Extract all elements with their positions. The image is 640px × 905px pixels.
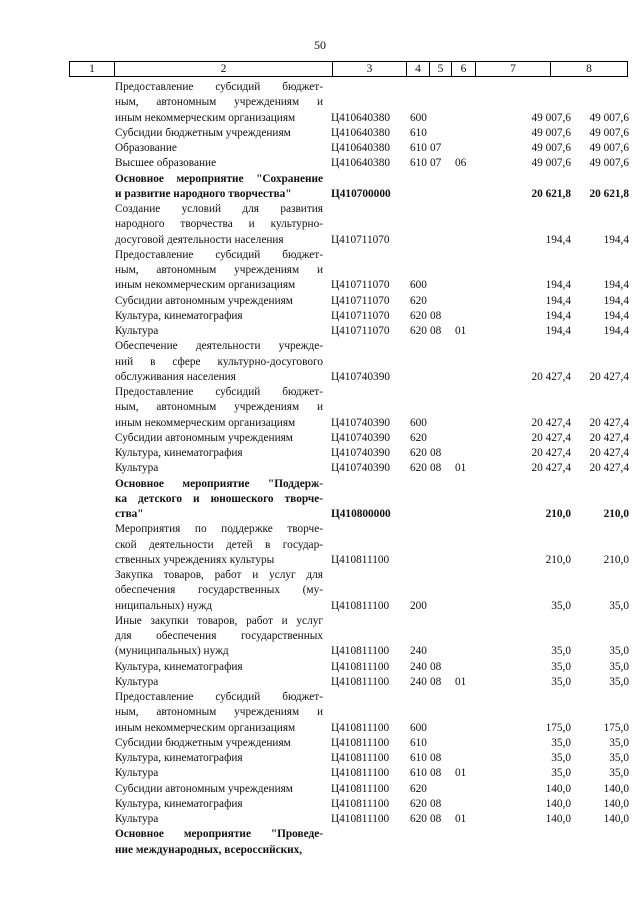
row-value-2025: 194,4 — [603, 279, 629, 292]
row-code: Ц410811100 — [331, 736, 390, 749]
row-value-2024: 35,0 — [551, 645, 571, 658]
table-row — [0, 477, 640, 523]
row-name-line: ние международных, всероссийских, — [115, 843, 303, 856]
row-vr: 610 — [410, 752, 427, 764]
row-name-line: ниципальных) нужд — [115, 599, 213, 612]
row-name-line: иным некоммерческим организациям — [115, 416, 296, 429]
row-value-2025: 20 427,4 — [589, 370, 629, 383]
row-vr: 600 — [410, 279, 427, 292]
row-rz: 08 — [430, 813, 442, 825]
table-header — [69, 61, 628, 77]
table-row — [0, 248, 640, 294]
row-value-2024: 194,4 — [545, 294, 571, 307]
row-pr: 01 — [455, 767, 467, 780]
row-rz: 08 — [430, 462, 442, 475]
row-code: Ц410811100 — [331, 599, 390, 612]
row-name-line: иным некоммерческим организациям — [115, 721, 296, 734]
row-name — [115, 172, 323, 203]
row-value-2024: 35,0 — [551, 736, 571, 749]
row-pr: 01 — [455, 675, 467, 688]
table-row — [0, 141, 640, 156]
header-col-3: 3 — [332, 62, 406, 76]
row-name — [115, 126, 323, 141]
row-code: Ц410740390 — [331, 462, 390, 475]
row-name-line: Предоставление субсидий бюджет- — [115, 691, 323, 703]
row-name — [115, 690, 323, 736]
row-rz: 07 — [430, 142, 442, 154]
row-value-2025: 49 007,6 — [589, 111, 629, 124]
row-name-line: обслуживания населения — [115, 370, 236, 383]
row-name-line: Культура, кинематография — [115, 660, 243, 673]
row-vr: 620 — [410, 431, 427, 444]
row-value-2024: 210,0 — [545, 508, 571, 520]
row-code: Ц410711070 — [331, 309, 390, 322]
row-rz: 08 — [430, 660, 442, 673]
header-col-8: 8 — [550, 62, 628, 76]
row-code: Ц410811100 — [331, 752, 390, 764]
row-code: Ц410711070 — [331, 294, 390, 307]
table-row — [0, 797, 640, 812]
row-rz: 08 — [430, 325, 442, 337]
row-value-2025: 49 007,6 — [589, 142, 629, 154]
row-value-2025: 140,0 — [603, 797, 629, 810]
row-value-2025: 35,0 — [609, 736, 629, 749]
table-row — [0, 690, 640, 736]
row-value-2025: 140,0 — [603, 813, 629, 825]
row-vr: 610 — [410, 736, 427, 749]
row-name-line: ным, автономным учреждениям и — [115, 264, 323, 276]
row-value-2025: 194,4 — [603, 294, 629, 307]
table-row — [0, 614, 640, 660]
row-name — [115, 812, 323, 827]
table-row — [0, 80, 640, 126]
row-value-2024: 35,0 — [551, 599, 571, 612]
row-name — [115, 309, 323, 324]
row-name-line: Культура — [115, 813, 159, 825]
row-name — [115, 568, 323, 614]
row-name-line: Культура, кинематография — [115, 309, 243, 322]
header-col-2: 2 — [114, 62, 332, 76]
header-col-5: 5 — [429, 62, 451, 76]
row-value-2024: 49 007,6 — [531, 157, 571, 170]
row-name-line: Обеспечение деятельности учрежде- — [115, 340, 323, 353]
row-code: Ц410811100 — [331, 645, 390, 658]
row-code: Ц410811100 — [331, 797, 390, 810]
row-value-2024: 140,0 — [545, 813, 571, 825]
row-name-line: (муниципальных) нужд — [115, 645, 229, 658]
row-name — [115, 202, 323, 248]
row-name — [115, 782, 323, 797]
row-code: Ц410711070 — [331, 233, 390, 246]
row-name-line: Основное мероприятие "Проведе- — [115, 828, 323, 841]
row-value-2024: 20 427,4 — [531, 416, 571, 429]
row-value-2024: 35,0 — [551, 660, 571, 673]
table-row — [0, 385, 640, 431]
row-code: Ц410811100 — [331, 553, 390, 566]
row-vr: 610 — [410, 767, 427, 780]
row-name-line: Предоставление субсидий бюджет- — [115, 248, 323, 261]
row-vr: 620 — [410, 462, 427, 475]
row-name-line: Предоставление субсидий бюджет- — [115, 81, 323, 93]
row-name-line: Субсидии бюджетным учреждениям — [115, 126, 291, 139]
table-row — [0, 568, 640, 614]
row-name-line: Субсидии автономным учреждениям — [115, 782, 293, 795]
table-row — [0, 675, 640, 690]
table-row — [0, 782, 640, 797]
row-value-2025: 20 621,8 — [589, 187, 629, 200]
row-name-line: и развитие народного творчества" — [115, 187, 292, 200]
row-value-2024: 20 427,4 — [531, 370, 571, 383]
row-vr: 610 — [410, 157, 427, 170]
table-row — [0, 827, 640, 858]
row-code: Ц410811100 — [331, 813, 390, 825]
row-name — [115, 324, 323, 339]
row-rz: 08 — [430, 675, 442, 688]
row-name-line: Субсидии бюджетным учреждениям — [115, 736, 291, 749]
row-name-line: обеспечения государственных (му- — [115, 584, 323, 597]
table-row — [0, 309, 640, 324]
row-name — [115, 461, 323, 476]
table-row — [0, 660, 640, 675]
row-value-2025: 20 427,4 — [589, 462, 629, 475]
row-name — [115, 339, 323, 385]
row-name-line: Культура, кинематография — [115, 797, 243, 810]
row-value-2024: 20 427,4 — [531, 431, 571, 444]
row-name-line: иным некоммерческим организациям — [115, 279, 296, 292]
table-row — [0, 339, 640, 385]
row-value-2024: 194,4 — [545, 233, 571, 246]
row-name-line: для обеспечения государственных — [115, 630, 323, 642]
row-value-2024: 20 427,4 — [531, 462, 571, 475]
row-name — [115, 141, 323, 156]
row-name — [115, 675, 323, 690]
row-name-line: ным, автономным учреждениям и — [115, 96, 323, 109]
row-value-2025: 194,4 — [603, 309, 629, 322]
row-value-2024: 210,0 — [545, 553, 571, 566]
row-vr: 600 — [410, 721, 427, 734]
row-name-line: Иные закупки товаров, работ и услуг — [115, 614, 323, 627]
row-vr: 610 — [410, 126, 427, 139]
row-code: Ц410640380 — [331, 157, 390, 170]
row-name — [115, 751, 323, 766]
table-row — [0, 446, 640, 461]
row-value-2024: 35,0 — [551, 752, 571, 764]
row-name — [115, 797, 323, 812]
row-pr: 01 — [455, 325, 467, 337]
row-name-line: досуговой деятельности населения — [115, 233, 284, 246]
row-pr: 01 — [455, 462, 467, 475]
row-code: Ц410800000 — [331, 508, 391, 520]
row-value-2024: 49 007,6 — [531, 142, 571, 154]
row-name-line: Закупка товаров, работ и услуг для — [115, 569, 323, 581]
row-vr: 240 — [410, 675, 427, 688]
row-value-2025: 210,0 — [603, 553, 629, 566]
row-value-2025: 35,0 — [609, 599, 629, 612]
row-name — [115, 156, 323, 171]
row-name-line: Образование — [115, 142, 177, 154]
row-value-2025: 210,0 — [603, 508, 629, 520]
row-code: Ц410640380 — [331, 111, 390, 124]
table-body — [0, 80, 640, 858]
row-vr: 200 — [410, 599, 427, 612]
row-name-line: ственных учреждениях культуры — [115, 553, 275, 566]
row-rz: 08 — [430, 752, 442, 764]
row-name-line: Мероприятия по поддержке творче- — [115, 523, 323, 536]
row-value-2025: 35,0 — [609, 752, 629, 764]
table-row — [0, 461, 640, 476]
row-code: Ц410740390 — [331, 416, 390, 429]
page-number: 50 — [314, 38, 326, 52]
row-name-line: ний в сфере культурно-досугового — [115, 355, 323, 368]
row-vr: 240 — [410, 645, 427, 658]
row-value-2025: 194,4 — [603, 233, 629, 246]
row-name — [115, 248, 323, 294]
row-name — [115, 736, 323, 751]
row-code: Ц410811100 — [331, 660, 390, 673]
row-vr: 620 — [410, 294, 427, 307]
row-name-line: Основное мероприятие "Поддерж- — [115, 477, 323, 490]
row-name-line: Субсидии автономным учреждениям — [115, 294, 293, 307]
header-col-4: 4 — [406, 62, 429, 76]
row-rz: 08 — [430, 767, 442, 780]
row-vr: 620 — [410, 447, 427, 459]
row-value-2025: 20 427,4 — [589, 447, 629, 459]
row-value-2025: 175,0 — [603, 721, 629, 734]
row-name — [115, 294, 323, 309]
row-name-line: Культура, кинематография — [115, 752, 243, 764]
row-value-2024: 140,0 — [545, 797, 571, 810]
row-rz: 07 — [430, 157, 442, 170]
header-col-6: 6 — [451, 62, 475, 76]
row-name-line: Создание условий для развития — [115, 203, 323, 215]
row-value-2025: 20 427,4 — [589, 416, 629, 429]
table-row — [0, 751, 640, 766]
row-code: Ц410711070 — [331, 325, 390, 337]
row-pr: 06 — [455, 157, 467, 170]
row-value-2025: 35,0 — [609, 645, 629, 658]
row-name-line: Культура — [115, 767, 159, 780]
table-row — [0, 324, 640, 339]
row-name-line: ным, автономным учреждениям и — [115, 706, 323, 719]
row-name-line: Основное мероприятие "Сохранение — [115, 172, 323, 185]
row-rz: 08 — [430, 797, 442, 810]
row-pr: 01 — [455, 813, 467, 825]
table-row — [0, 294, 640, 309]
row-name-line: Культура, кинематография — [115, 447, 243, 459]
row-value-2024: 20 427,4 — [531, 447, 571, 459]
row-value-2025: 35,0 — [609, 675, 629, 688]
row-vr: 600 — [410, 416, 427, 429]
row-value-2025: 49 007,6 — [589, 157, 629, 170]
row-vr: 620 — [410, 309, 427, 322]
row-code: Ц410640380 — [331, 142, 390, 154]
row-code: Ц410811100 — [331, 675, 390, 688]
table-row — [0, 766, 640, 781]
row-name-line: ным, автономным учреждениям и — [115, 401, 323, 414]
row-name-line: народного творчества и культурно- — [115, 218, 323, 231]
row-name-line: Культура — [115, 462, 159, 475]
row-vr: 240 — [410, 660, 427, 673]
row-code: Ц410740390 — [331, 431, 390, 444]
row-code: Ц410700000 — [331, 187, 391, 200]
header-col-7: 7 — [475, 62, 550, 76]
row-value-2024: 175,0 — [545, 721, 571, 734]
row-name-line: Предоставление субсидий бюджет- — [115, 386, 323, 398]
row-value-2025: 35,0 — [609, 767, 629, 780]
row-name — [115, 827, 323, 858]
row-name — [115, 522, 323, 568]
row-name — [115, 446, 323, 461]
row-code: Ц410811100 — [331, 767, 390, 780]
table-row — [0, 172, 640, 203]
row-name-line: Культура — [115, 675, 159, 688]
row-value-2024: 49 007,6 — [531, 111, 571, 124]
header-col-1: 1 — [69, 62, 114, 76]
row-value-2024: 194,4 — [545, 279, 571, 292]
table-row — [0, 522, 640, 568]
row-value-2024: 194,4 — [545, 325, 571, 337]
row-code: Ц410740390 — [331, 370, 390, 383]
row-value-2024: 140,0 — [545, 782, 571, 795]
row-vr: 620 — [410, 782, 427, 795]
row-name-line: ства" — [115, 508, 144, 520]
row-value-2024: 194,4 — [545, 309, 571, 322]
table-row — [0, 431, 640, 446]
row-value-2025: 140,0 — [603, 782, 629, 795]
row-name-line: ской деятельности детей в государ- — [115, 538, 323, 551]
row-value-2024: 35,0 — [551, 767, 571, 780]
row-value-2025: 49 007,6 — [589, 126, 629, 139]
row-name-line: ка детского и юношеского творче- — [115, 492, 323, 505]
row-value-2025: 194,4 — [603, 325, 629, 337]
row-vr: 600 — [410, 111, 427, 124]
row-name-line: иным некоммерческим организациям — [115, 111, 296, 124]
table-row — [0, 156, 640, 171]
row-name — [115, 477, 323, 523]
row-rz: 08 — [430, 309, 442, 322]
table-row — [0, 126, 640, 141]
row-vr: 610 — [410, 142, 427, 154]
row-value-2024: 20 621,8 — [531, 187, 571, 200]
row-vr: 620 — [410, 325, 427, 337]
row-code: Ц410711070 — [331, 279, 390, 292]
row-name-line: Субсидии автономным учреждениям — [115, 431, 293, 444]
table-row — [0, 736, 640, 751]
row-name — [115, 80, 323, 126]
row-name-line: Высшее образование — [115, 157, 217, 170]
row-vr: 620 — [410, 813, 427, 825]
row-value-2025: 20 427,4 — [589, 431, 629, 444]
row-code: Ц410640380 — [331, 126, 390, 139]
row-value-2024: 35,0 — [551, 675, 571, 688]
row-vr: 620 — [410, 797, 427, 810]
row-rz: 08 — [430, 447, 442, 459]
row-name — [115, 385, 323, 431]
table-row — [0, 812, 640, 827]
row-code: Ц410811100 — [331, 721, 390, 734]
row-name — [115, 614, 323, 660]
row-value-2024: 49 007,6 — [531, 126, 571, 139]
row-code: Ц410811100 — [331, 782, 390, 795]
row-name-line: Культура — [115, 325, 159, 337]
row-code: Ц410740390 — [331, 447, 390, 459]
row-name — [115, 766, 323, 781]
row-name — [115, 431, 323, 446]
row-value-2025: 35,0 — [609, 660, 629, 673]
table-row — [0, 202, 640, 248]
row-name — [115, 660, 323, 675]
